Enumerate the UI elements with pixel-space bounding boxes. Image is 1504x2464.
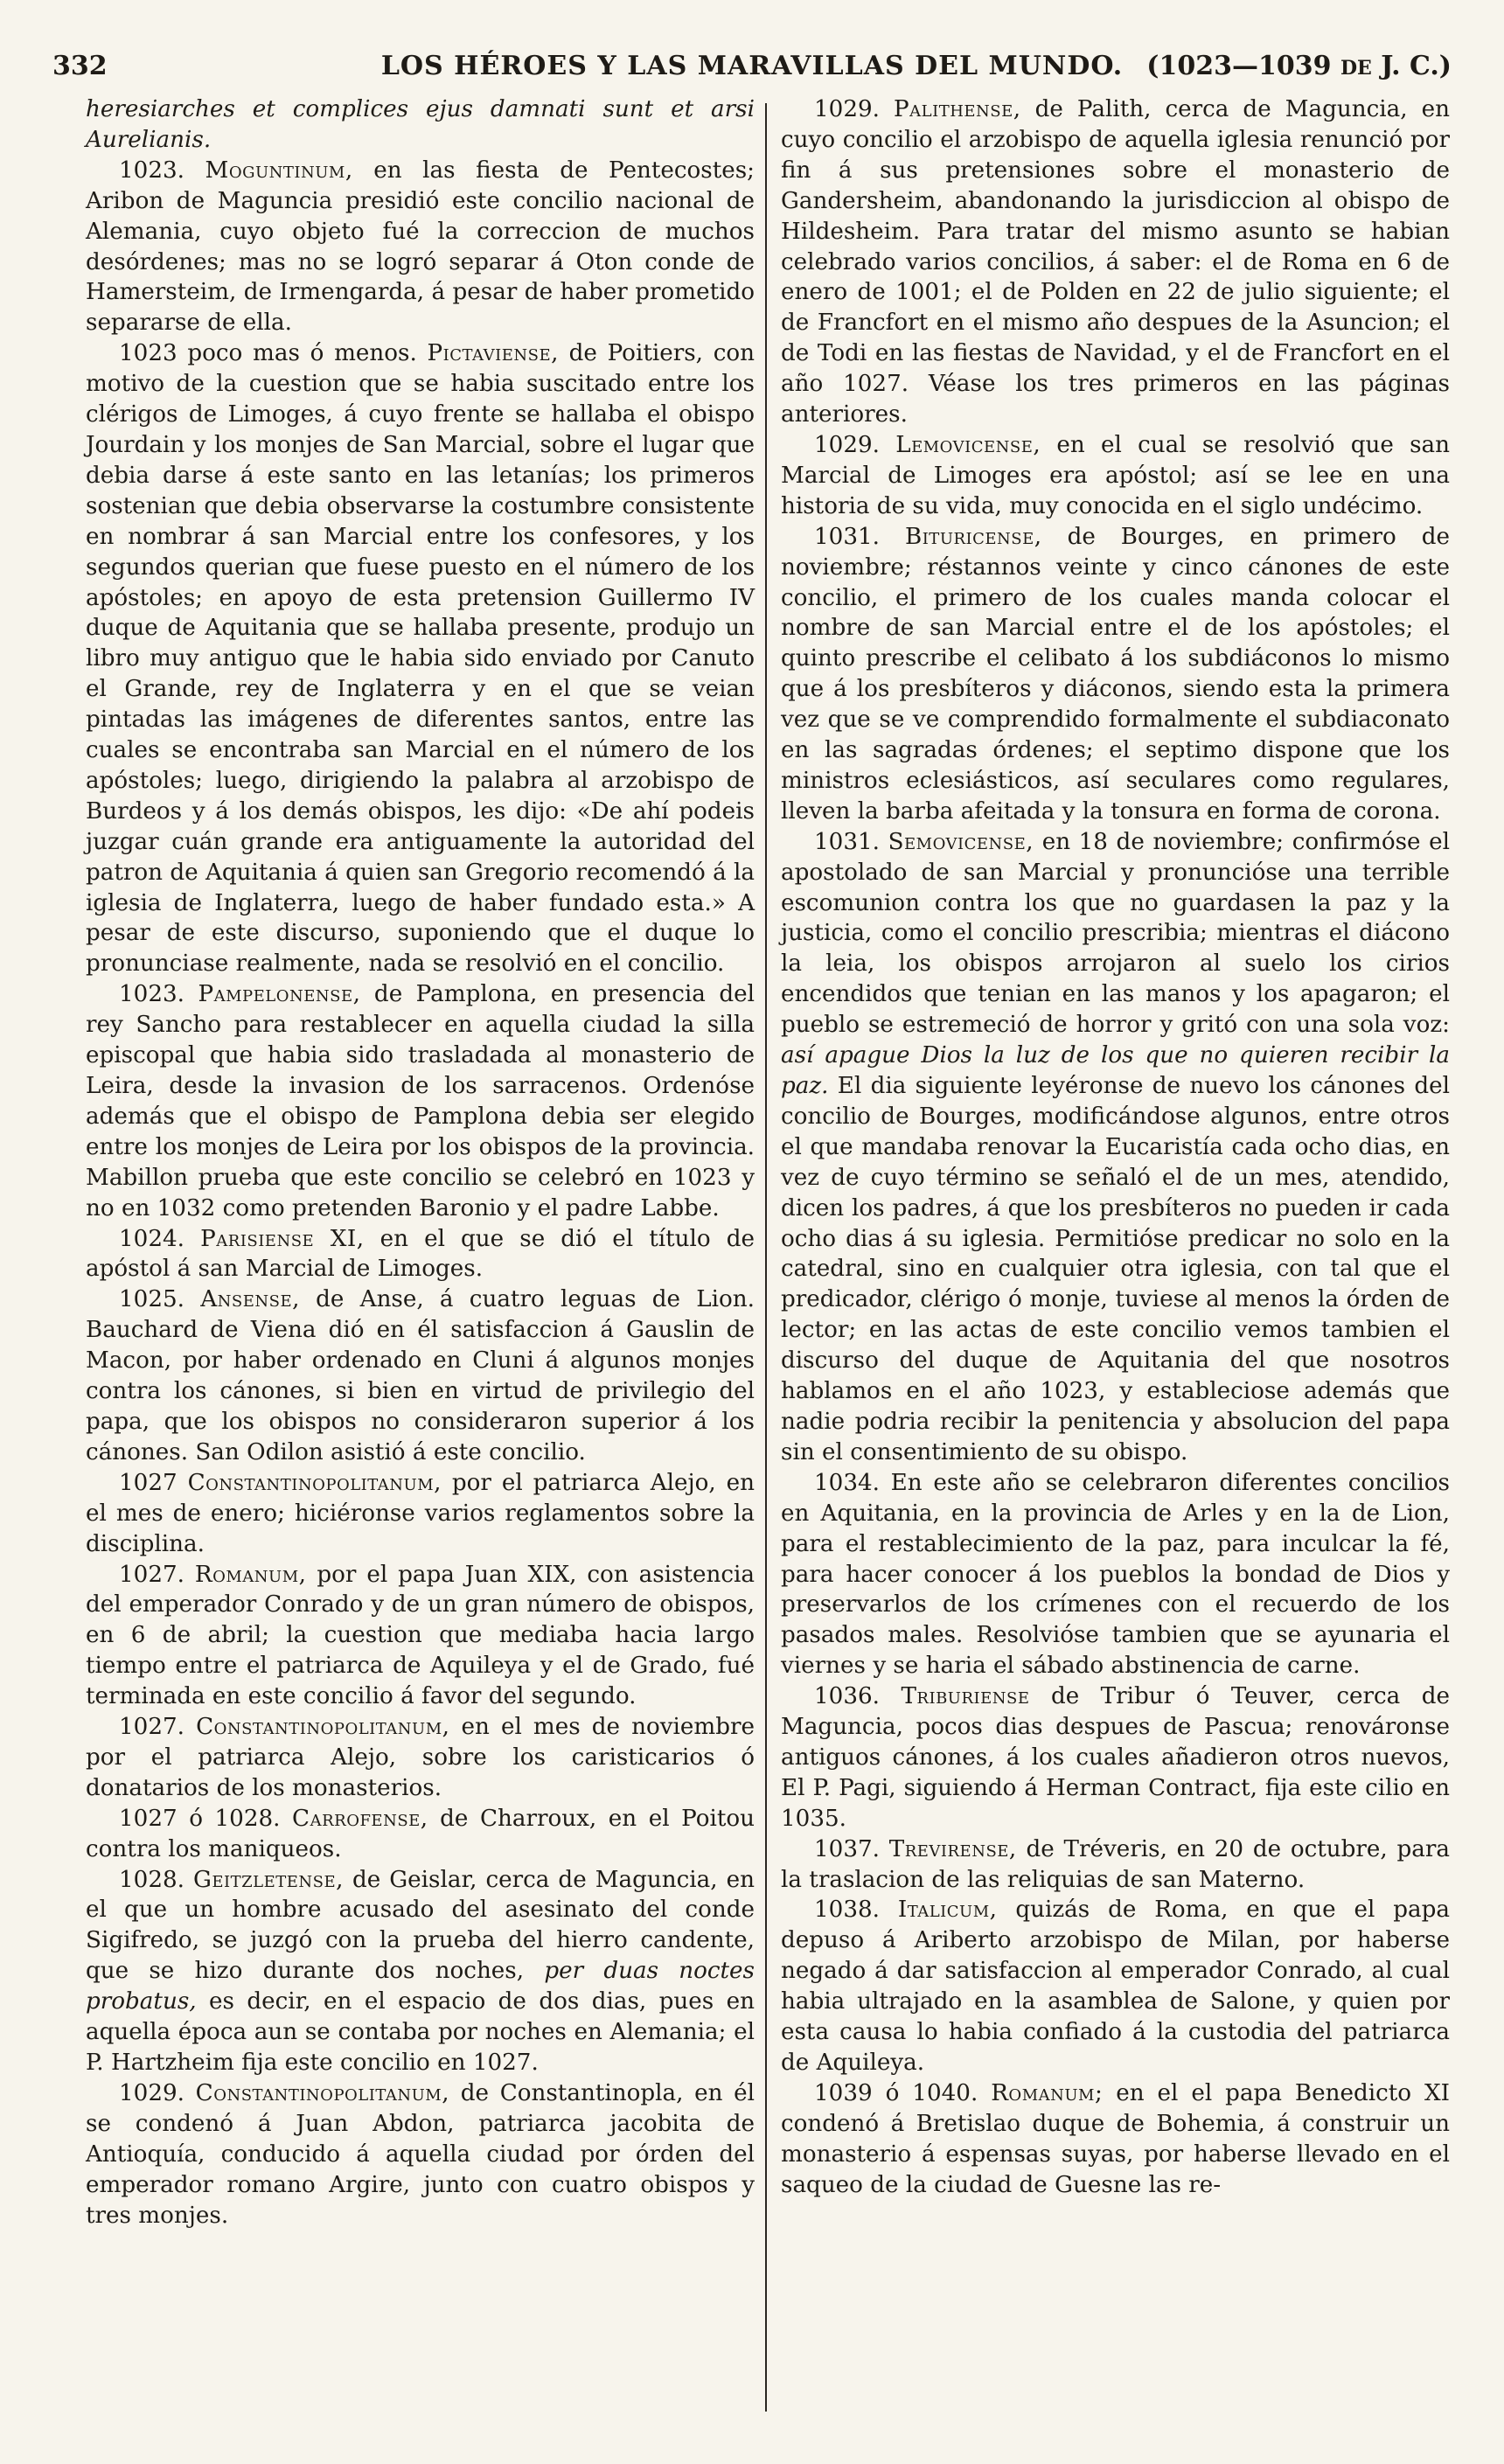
entry: 1031. Semovicense, en 18 de noviembre; confirmóse el apostolado de san Marcial y pronuncióse una terrible escomunion contra los que no guardasen la paz y la justicia, como el concilio prescribia; mientras el diácono la leia, los obispos arrojaron al suelo los cirios encendidos que tenian en las manos y los apagaron; el pueblo se estremeció de horror y gritó con una sola voz: así apague Dios la luz de los que no quieren recibir la paz. El dia siguiente leyéronse de nuevo los cánones del concilio de Bourges, modificándose algunos, entre otros el que mandaba renovar la Eucaristía cada ocho dias, en vez de cuyo término se señaló el de un mes, atendido, dicen los padres, á que los presbíteros no pueden ir cada ocho dias á su iglesia. Permitióse predicar no solo en la catedral, sino en cualquier otra iglesia, con tal que el predicador, clérigo ó monje, tuviese al menos la órden de lector; en las actas de este concilio vemos tambien el discurso del duque de Aquitania del que nosotros hablamos en el año 1023, y estableciose además que nadie podria recibir la penitencia y absolucion del papa sin el consentimiento de su obispo. (781, 828, 1450, 1465)
entry: 1023 poco mas ó menos. Pictaviense, de Poitiers, con motivo de la cuestion que se habia suscitado entre los clérigos de Limoges, á cuyo frente se hallaba el obispo Jourdain y los monjes de San Marcial, sobre el lugar que debia darse á este santo en las letanías; los primeros sostenian que debia observarse la costumbre consistente en nombrar á san Marcial entre los confesores, y los segundos querian que fuese puesto en el número de los apóstoles; en apoyo de esta pretension Guillermo IV duque de Aquitania que se hallaba presente, produjo un libro muy antiguo que le habia sido enviado por Canuto el Grande, rey de Inglaterra y en el que se veian pintadas las imágenes de diferentes santos, entre las cuales se encontraba san Marcial en el número de los apóstoles; luego, dirigiendo la palabra al arzobispo de Burdeos y á los demás obispos, les dijo: «De ahí podeis juzgar cuán grande era antiguamente la autoridad del patron de Aquitania á quien san Gregorio recomendó á la iglesia de Inglaterra, luego de haber fundado esta.» A pesar de este discurso, suponiendo que el duque lo pronunciase realmente, nada se resolvió en el concilio. (86, 340, 755, 978)
entry: 1023. Pampelonense, de Pamplona, en presencia del rey Sancho para restablecer en aquella ciudad la silla episcopal que habia sido trasladada al monasterio de Leira, desde la invasion de los sarracenos. Ordenóse además que el obispo de Pamplona debia ser elegido entre los monjes de Leira por los obispos de la provincia. Mabillon prueba que este concilio se celebró en 1023 y no en 1032 como pretenden Baronio y el padre Labbe. (86, 981, 755, 1222)
entry: 1029. Lemovicense, en el cual se resolvió que san Marcial de Limoges era apóstol; así se lee en una historia de su vida, muy conocida en el siglo undécimo. (781, 431, 1451, 519)
entry: 1038. Italicum, quizás de Roma, en que el papa depuso á Ariberto arzobispo de Milan, por haberse negado á dar satisfaccion al emperador Conrado, al cual habia ultrajado en la asamblea de Salone, y quien por esta causa lo habia confiado á la custodia del patriarca de Aquileya. (781, 1897, 1450, 2076)
left-column (86, 94, 755, 2231)
entry: 1039 ó 1040. Romanum; en el el papa Benedicto XI condenó á Bretislao duque de Bohemia, á construir un monasterio á espensas suyas, por haberse llevado en el saqueo de la ciudad de Guesne las re- (781, 2079, 1451, 2198)
entry: 1029. Constantinopolitanum, de Constantinopla, en él se condenó á Juan Abdon, patriarca jacobita de Antioquía, conducido á aquella ciudad por órden del emperador romano Argire, junto con cuatro obispos y tres monjes. (86, 2079, 755, 2229)
paragraph-continuation: heresiarches et complices ejus damnati sunt et arsi Aurelianis. (86, 96, 755, 153)
entry: 1028. Geitzletense, de Geislar, cerca de Maguncia, en el que un hombre acusado del asesinato del conde Sigifredo, se juzgó con la prueba del hierro candente, que se hizo durante dos noches, per duas noctes probatus, es decir, en el espacio de dos dias, pues en aquella época aun se contaba por noches en Alemania; el P. Hartzheim fija este concilio en 1027. (86, 1866, 755, 2076)
entry: 1036. Triburiense de Tribur ó Teuver, cerca de Maguncia, pocos dias despues de Pascua; renováronse antiguos cánones, á los cuales añadieron otros nuevos, El P. Pagi, siguiendo á Herman Contract, fija este cilio en 1035. (781, 1683, 1450, 1832)
entry: 1031. Bituricense, de Bourges, en primero de noviembre; réstannos veinte y cinco cánones de este concilio, el primero de los cuales manda colocar el nombre de san Marcial entre el de los apóstoles; el quinto prescribe el celibato á los subdiáconos lo mismo que á los presbíteros y diáconos, siendo esta la primera vez que se ve comprendido formalmente el subdiaconato en las sagradas órdenes; el septimo dispone que los ministros eclesiásticos, así seculares como regulares, lleven la barba afeitada y la tonsura en forma de corona. (781, 523, 1450, 825)
entry: 1024. Parisiense XI, en el que se dió el título de apóstol á san Marcial de Limoges. (86, 1225, 755, 1283)
entry: 1027 ó 1028. Carrofense, de Charroux, en el Poitou contra los maniqueos. (86, 1805, 755, 1862)
entry: 1025. Ansense, de Anse, á cuatro leguas de Lion. Bauchard de Viena dió en él satisfaccion á Gauslin de Macon, por haber ordenado en Cluni á algunos monjes contra los cánones, si bien en virtud de privilegio del papa, que los obispos no consideraron superior á los cánones. San Odilon asistió á este concilio. (86, 1286, 755, 1465)
right-column (781, 94, 1450, 2201)
entry: 1029. Palithense, de Palith, cerca de Maguncia, en cuyo concilio el arzobispo de aquella iglesia renunció por fin á sus pretensiones sobre el monasterio de Gandersheim, abandonando la jurisdiccion al obispo de Hildesheim. Para tratar del mismo asunto se habian celebrado varios concilios, á saber: el de Roma en 6 de enero de 1001; el de Polden en 22 de julio siguiente; el de Francfort en el mismo año despues de la Asuncion; el de Todi en las fiestas de Navidad, y el de Francfort en el año 1027. Véase los tres primeros en las páginas anteriores. (781, 96, 1451, 428)
entry: 1027 Constantinopolitanum, por el patriarca Alejo, en el mes de enero; hiciéronse varios reglamentos sobre la disciplina. (86, 1469, 755, 1557)
entry: 1037. Trevirense, de Tréveris, en 20 de octubre, para la traslacion de las reliquias de san Materno. (781, 1835, 1450, 1893)
entry: 1023. Moguntinum, en las fiesta de Pentecostes; Aribon de Maguncia presidió este concilio nacional de Alemania, cuyo objeto fué la correccion de muchos desórdenes; mas no se logró separar á Oton conde de Hamersteim, de Irmengarda, á pesar de haber prometido separarse de ella. (86, 157, 755, 337)
date-range: (1023—1039 DE J. C.) (1146, 51, 1452, 81)
entry: 1027. Constantinopolitanum, en el mes de noviembre por el patriarca Alejo, sobre los caristicarios ó donatarios de los monasterios. (86, 1714, 755, 1801)
page-number: 332 (52, 51, 108, 81)
entry: 1034. En este año se celebraron diferentes concilios en Aquitania, en la provincia de Arles y en la de Lion, para el restablecimiento de la paz, para inculcar la fé, para hacer conocer á los pueblos la bondad de Dios y preservarlos de los crímenes con el recuerdo de los pasados males. Resolvióse tambien que se ayunaria el viernes y se haria el sábado abstinencia de carne. (781, 1469, 1450, 1680)
entry: 1027. Romanum, por el papa Juan XIX, con asistencia del emperador Conrado y de un gran número de obispos, en 6 de abril; la cuestion que mediaba hacia largo tiempo entre el patriarca de Aquileya y el de Grado, fué terminada en este concilio á favor del segundo. (86, 1561, 755, 1710)
column-divider (765, 103, 767, 2412)
page-header (52, 45, 1452, 87)
running-title: LOS HÉROES Y LAS MARAVILLAS DEL MUNDO. (380, 51, 1124, 81)
